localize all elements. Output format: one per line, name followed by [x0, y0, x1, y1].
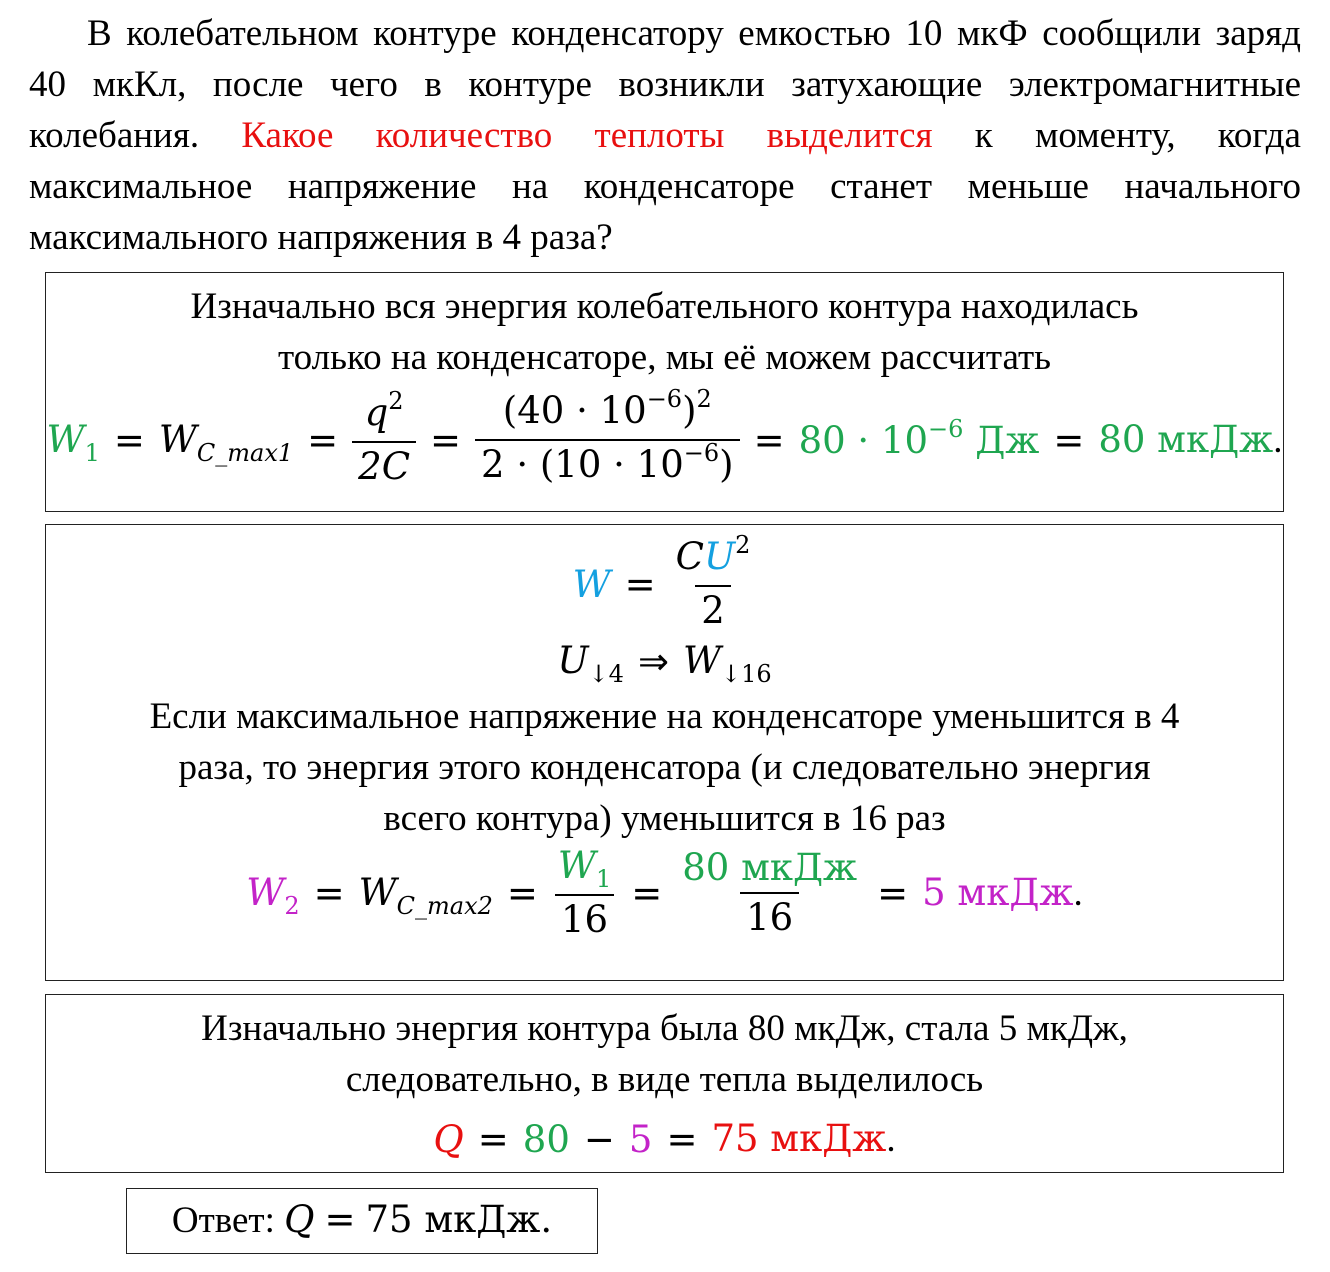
w1-var: W	[46, 418, 85, 461]
equals-sign: =	[307, 418, 339, 462]
box2-line-3: всего контура) уменьшится в 16 раз	[383, 798, 946, 839]
res1-exp: −6	[928, 414, 964, 443]
wc-var: W	[158, 418, 197, 461]
q-var: Q	[433, 1117, 464, 1161]
box3-line-1: Изначально энергия контура была 80 мкДж, стала 5 мкДж,	[201, 1008, 1128, 1049]
fraction-cu2-2	[670, 531, 757, 633]
period: .	[1273, 420, 1283, 461]
equals-sign: =	[313, 871, 345, 915]
den-16: 16	[555, 894, 614, 942]
res2: 80 мкДж	[1098, 418, 1274, 461]
fraction-numeric	[475, 385, 740, 491]
equals-sign: =	[631, 871, 663, 915]
equals-sign: =	[506, 871, 538, 915]
u-pow: 2	[735, 531, 751, 559]
solution-box-heat	[45, 994, 1284, 1173]
w1-sub: 1	[595, 865, 612, 893]
res-75: 75 мкДж	[711, 1117, 887, 1160]
equals-sign: =	[1053, 418, 1085, 462]
box1-line-1: Изначально вся энергия колебательного контура находилась	[190, 286, 1139, 327]
solution-box-initial-energy	[45, 272, 1284, 512]
equals-sign: =	[324, 1198, 356, 1241]
box3-line-2: следовательно, в виде тепла выделилось	[345, 1059, 984, 1100]
num-exp: −6	[646, 385, 683, 413]
equals-sign: =	[666, 1117, 698, 1161]
fraction-q2-2c	[352, 387, 416, 489]
w2-var: W	[246, 871, 285, 914]
wc-sub: C_max1	[196, 439, 294, 467]
fraction-w1-16	[552, 844, 617, 942]
formula-q	[46, 1113, 1283, 1166]
period: .	[1073, 873, 1083, 914]
formula-w2	[46, 844, 1283, 942]
den-16: 16	[740, 892, 799, 940]
box2-line-1: Если максимальное напряжение на конденсаторе уменьшится в 4	[149, 696, 1180, 737]
w-var: W	[572, 562, 611, 606]
den-close: )	[719, 443, 734, 486]
w2-sub: 2	[284, 892, 300, 920]
equals-sign: =	[877, 871, 909, 915]
w1-var: W	[557, 844, 596, 887]
den-exp: −6	[683, 439, 720, 467]
den-2: 2	[695, 585, 731, 633]
implies-icon: ⇒	[637, 639, 669, 683]
res1-base: 80 · 10	[798, 418, 929, 462]
w-var: W	[682, 639, 721, 682]
problem-text	[29, 8, 1301, 263]
box2-line-2: раза, то энергия этого конденсатора (и следовательно энергия	[178, 747, 1151, 788]
solution-box-energy-ratio	[45, 524, 1284, 981]
answer-label: Ответ:	[171, 1200, 285, 1241]
res1-unit: Дж	[963, 418, 1040, 462]
period: .	[886, 1119, 896, 1160]
fraction-80-16	[676, 846, 863, 940]
equals-sign: =	[624, 562, 656, 606]
wc-sub: C_max2	[396, 892, 493, 920]
u-sub: ↓4	[588, 660, 624, 688]
q-pow: 2	[388, 387, 404, 415]
answer-value: 75 мкДж.	[365, 1198, 553, 1241]
num-close: )	[682, 389, 697, 432]
minus-sign: −	[583, 1117, 615, 1161]
u-var: U	[557, 639, 589, 682]
u-var: U	[703, 535, 736, 578]
num-pow: 2	[696, 385, 712, 413]
w1-sub: 1	[84, 439, 100, 467]
box1-line-2: только на конденсаторе, мы её можем рассчитать	[277, 337, 1052, 378]
value-80: 80	[522, 1117, 570, 1161]
num-base: (40 · 10	[502, 389, 647, 432]
w-sub: ↓16	[720, 660, 772, 688]
formula-w-cu2	[46, 531, 1283, 633]
problem-text-part-1: В колебательном контуре конденсатору емкостью 10 мкФ сообщили заряд 40 мкКл, после чего в контуре возникли затухающие электромагнитные колебания.	[29, 13, 1301, 156]
equals-sign: =	[477, 1117, 509, 1161]
value-5: 5	[628, 1117, 653, 1161]
problem-text-part-2: к моменту, когда максимальное напряжение на конденсаторе станет меньше начального максимального напряжения в 4 раза?	[29, 115, 1301, 258]
den-2c: 2C	[352, 441, 416, 489]
problem-question: Какое количество теплоты выделится	[241, 115, 933, 156]
implication-line	[46, 639, 1283, 688]
num-80: 80 мкДж	[682, 846, 858, 889]
equals-sign: =	[113, 418, 145, 462]
q-var: q	[364, 391, 389, 434]
formula-w1	[46, 385, 1283, 491]
den-base: 2 · (10 · 10	[481, 443, 684, 486]
equals-sign: =	[753, 418, 785, 462]
answer-q-var: Q	[284, 1198, 315, 1241]
answer-box	[126, 1188, 598, 1254]
res-5: 5 мкДж	[922, 871, 1074, 914]
wc-var: W	[358, 871, 397, 914]
equals-sign: =	[430, 418, 462, 462]
c-var: C	[675, 535, 704, 578]
